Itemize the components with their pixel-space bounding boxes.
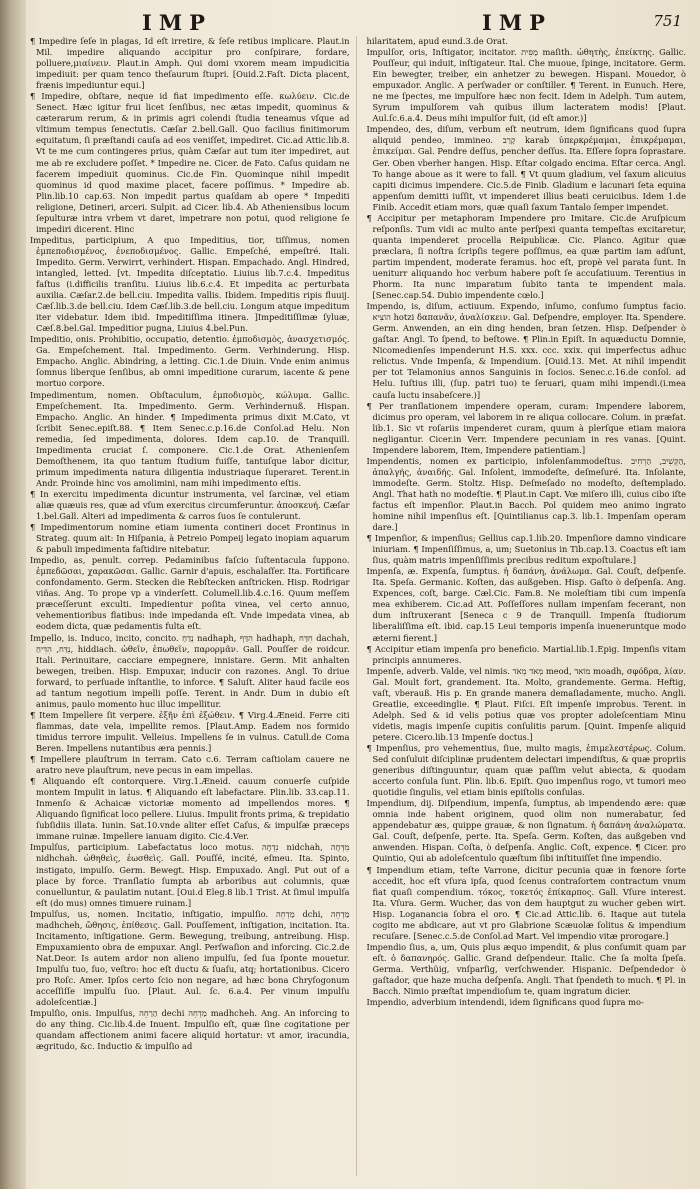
dictionary-entry: Impendio ſius, a, um, Quis plus æquo impendit, & plus conſumit quam par eſt. ὁ δαπανηρός. Gallic. Grand deſpendeur. Italic. Che ſa molta ſpeſa. Germa. Verthüig, vnſparſig, verſchwender. Hispanic. Deſpendedor ò gaſtador, que haze mucha deſpenſa. Angli. That ſpendeth to much. ¶ Pl. in Bacch. Nimio præſtat impendioſum te, quam ingratum dicier. (366, 941, 686, 997)
dictionary-entry: ¶ Impedimentorum nomine etiam iumenta contineri docet Frontinus in Strateg. quum ait: In Hiſpania, à Petreio Pompeij legato inopiam aquarum & pabuli impedimenta faſtidire nitebatur. (30, 522, 350, 555)
dictionary-entry: ¶ Item Impellere ſit verpere. ἐξῆν ἐπὶ ἐξώθειν. ¶ Virg.4.Æneid. Ferre citi flammas, date vela, impellite remos. [Plaut.Amp. Eadem nos formido timidus terrore impulit. Velleius. Impellens ſe in vulnus. Catull.de Coma Beren. Impellens nutantibus æra pennis.] (30, 709, 350, 753)
page-header (30, 6, 686, 36)
dictionary-entry: Impeditio, onis. Prohibitio, occupatio, detentio. ἐμποδισμὸς, ἀνασχετισμός. Ga. Empeſchement. Ital. Impedimento. Germ. Verhinderung. Hisp. Empacho. Anglic. Abindring, a letting. Cic.1.de Diuin. Vnde enim animus ſomnus liberque ſenſibus, ab omni impeditione curarum, iacente & pene mortuo corpore. (30, 334, 350, 389)
dictionary-entry: ¶ Impenſius, pro vehementius, ſiue, multo magis, ἐπιμελεστέρως. Colum. Sed conſuluit diſciplinæ prudentem delectari impendiſtus, & quæ propriis generibus diſtinguuntur, quam quæ paſſim velut abiecta, & quodam accerto conſula ſunt. Plin. lib.6. Epiſt. Quo impenſius rogo, vt tumori meo quotidie ſingulis, vel etiam binis epiſtolis conſulas. (366, 743, 686, 798)
dictionary-entry: ¶ Accipitur etiam impenſa pro beneficio. Martial.lib.1.Epig. Impenſis vitam principis annumeres. (366, 643, 686, 665)
dictionary-entry: ¶ Per tranſlationem impendere operam, curam: Impendere laborem, dicimus pro operam, vel laborem in re aliqua collocare. Colum. in præfat. lib.1. Sic vt roſariis impenderet curam, quum à plerſque etiam maiora negligantur. Cicer.in Verr. Impendere pecuniam in res vanas. [Quint. Impendere laborem, Item, Impendere patientiam.] (366, 400, 686, 455)
dictionary-entry: Impeditus, participium, A quo Impeditius, tior, tiſſimus, nomen ἐμπεποδισμένος, ἐνεποδισμένος. Gallic. Empeſché, empeſtré. Itali. Impedito. Germ. Verwirrt, verhindert. Hispan. Empachado. Angl. Hindred, intangled, letted. [vt. Impedita diſceptatio. Liuius lib.7.c.4. Impeditus faſtus (i.difficilis tranſitu. Liuius lib.6.c.4. Et impedita ac perturbata auxilia. Cæſar.2.de bell.ciu. Impedita vallis. Ibidem. Impeditis ripis fluuij. Cæſ.lib.3.de bell.ciu. Idem Cæſ.lib.3.de bell.ciu. Longum atque impeditum iter videbatur. Idem ibid. Impeditiſſima itinera. ]Impeditiſſimæ ſyluæ, Cæſ.8.bel.Gal. Impeditior pugna, Liuius 4.bel.Pun. (30, 234, 350, 334)
left-column (30, 36, 357, 1176)
dictionary-entry: Impulſus, participium. Labefactatus loco motus. נִדְחָה nidchah, מִדְּחָה nidhchah. ὠθηθεὶς, ἐωσθεὶς. Gall. Pouſſé, incité, eſmeu. Ita. Spinto, instigato, impulſo. Germ. Bewegt. Hisp. Empuxado. Angl. Put out of a place by force. Tranſlatio ſumpta ab arboribus aut columnis, quæ conuelluntur, & paulatim nutant. [Oui.d Eleg.8 lib.1 Trist. At ſimul impulſa eſt (do mus) omnes timuere ruinam.] (30, 842, 350, 908)
dictionary-entry: Impendentis, nomen ex participio, infolenſammodeſtus. הַקְשִׁיב, הַרְחִיב, ἀπαλγής, ἀναιδής. Gal. Inſolent, immodeſte, deſmeſuré. Ita. Inſolante, immodeſte. Germ. Stoltz. Hisp. Deſmeſado no modeſto, deſtemplado. Angl. That hath no modeſtie. ¶ Plaut.in Capt. Vœ miſero illi, cuius cibo iſte factus eſt impenſior. Plaut.in Bacch. Pol quidem meo animo ingrato homine nihil impenſius eſt. [Quintilianus cap.3. lib.1. Impenſam operam dare.] (366, 455, 686, 533)
dictionary-entry: ¶ Accipitur per metaphoram Impendere pro Imitare. Cic.de Aruſpicum reſponſis. Tum vidi ac multo ante perſpexi quanta tempeſtas excitaretur, quanta impenderet procella Reipublicæ. Cic. Planco. Agitur quæ præclara, ſi noſtra ſcripſis tegere poſſimus, ea quæ partim iam adſunt, partim impendent, moderate feramus. hoc eſt, propè vel parata ſunt. In ueniturr aliquando hoc verbum habere poſt ſe accuſatiuum. Terentius in Phorm. Ita nunc imparatum ſubito tanta te impendent mala. [Senec.cap.54. Dubio impendente cœlo.] (366, 212, 686, 301)
page-number: 751 (653, 12, 682, 30)
dictionary-entry: Impulſus, us, nomen. Incitatio, inſtigatio, impulſio. מַדְחֵה dchi, מַדְחֵה madhcheh, ὤθησις, ἐπίθεσις. Gall. Pouſſement, inſtigation, incitation. Ita. Incitamento, inſtigatione. Germ. Bewegung, treibung, antreibung. Hisp. Empuxamiento obra de empuxar. Angl. Perſwaſion and inforcing. Cic.2.de Nat.Deor. Is autem ardor non alieno impulſu, ſed ſua ſponte mouetur. Impulſu tuo, ſuo, veſtro: hoc eſt ductu & ſuaſu, atq; hortationibus. Cicero pro Roſc. Amer. Ipſos certo ſcio non negare, ad hæc bona Chryſogonum acceſſiſſe impulſu ſuo. [Plaut. Aul. ſc. 6.a.4. Per vinum impulſu adoleſcentiæ.] (30, 908, 350, 1008)
dictionary-entry: ¶ In exercitu impedimenta dicuntur instrumenta, vel ſarcinæ, vel etiam aliæ quæuis res, quæ ad vſum exercitus circumferuntur. ἀποσκευή. Cæſar 1.bel.Gall. Alteri ad impedimenta & carros ſuos ſe contulerunt. (30, 488, 350, 522)
dictionary-entry: Impulſor, oris, Inſtigator, incitator. מַסִּית maſith. ὠθητὴς, ἐπείκτης. Gallic. Pouſſeur, qui induit, inſtigateur. Ital. Che muoue, ſpinge, incitatore. Germ. Ein bewegter, treiber, ein anhetzer zu bewegen. Hispani. Mouedor, ò empuxador. Anglic. A perſwader or conſtiller. ¶ Terent. in Eunuch. Here, ne me ſpectes, me impulſore hæc non fecit. Idem in Adelph. Tum autem, Syrum impulſorem vah quibus illum lacteratem modis! [Plaut. Aul.ſc.6.a.4. Deus mihi impulſor fuit, (id eſt amor.)] (366, 47, 686, 124)
dictionary-entry: ¶ Impedire, obſtare, neque id fiat impedimento eſſe. κωλύειν. Cic.de Senect. Hæc igitur frui licet ſenſibus, nec ætas impedit, quominus & cæterarum rerum, & in primis agri colendi ſtudia teneamus vſque ad vltimum tempus ſenectutis. Cæſar 2.bell.Gall. Quo facilius finitimorum equitatum, ſi præſtandi cauſa ad eos veniſſet, impediret. Cic.ad Attic.lib.8. Vt te me cum contingeres prius, quàm Cæſar aut tum iter impediret, aut me ab re excludere poſſet. * Impedire ne. Cicer. de Fato. Caſus quidam ne facerem impediuit quominus. Cic.de Fin. Quominque nihil impedit quominus id quod maxime placet, facere poſſimus. * Impedire ab. Plin.lib.10 cap.63. Non impedit partus quaſdam ab opere * Impediti religione, Detineri, arceri. Sulpit. ad Cicer. lib.4. Ab Atheniensibus locum ſepulturæ intra vrbem vt daret, impetrare non potui, quod religione ſe impediri dicerent. Hinc (30, 91, 350, 234)
binding-gutter (0, 0, 26, 1189)
dictionary-entry: Impedio, as, penult. correp. Pedaminibus faſcio ſuſtentacula ſuppono. ἐμπεδῶσαι, χαρακῶσαι. Gallic. Garnir d'apuis, eschalaſſer. Ita. Fortificare confondamento. Germ. Stecken die Rebſtecken anſtricken. Hisp. Rodrigar viñas. Ang. To prope vp a vinderſett. Columell.lib.4.c.16. Quum meſſem præceſſerunt exculti. Impedientur poſita vinea, vel certo annuo, vehementioribus flatibus: inde impedanda eſt. Vnde impedata vinea, ab eodem dicta, quæ pedamentis fulta eſt. (30, 555, 350, 632)
dictionary-entry: hilaritatem, apud eund.3.de Orat. (366, 36, 508, 46)
dictionary-entry: Impendo, is, diſum, actiuum. Expendo, inſumo, conſumo ſumptus facio. הוֹצִיא hotzi δαπανᾶν, ἀναλίσκειν. Gal. Deſpendre, employer. Ita. Spendere. Germ. Anwenden, an ein ding henden, bran ſetzen. Hisp. Deſpender ò gaſtar. Angl. To ſpend, to beſtowe. ¶ Plin.in Epiſt. In aquæductu Domnie, Nicomedienſes impenderunt H.S. xxx. ccc. xxix. qui imperfectus adhuc relictus. Vnde Impenſa, & Impendium. [Ouid.13. Met. At nihil impendit per tot Telamonius annos Sanguinis in ſocios. Senec.c.16.de conſol. ad Helu. Iuſtius illi, (ſup. patri tuo) te ſeruari, quam mihi impendi.(i.mea cauſa luctu insabeſcere.)] (366, 301, 686, 400)
dictionary-entry: ¶ Impellere plauſtrum in terram. Cato c.6. Terram caſtiolam cauere ne aratro neve plauſtrum, neve pecus in eam impellas. (30, 754, 350, 776)
dictionary-entry: Impenſa, æ. Expenſa, ſumptus. ἡ δαπάνη, ἀνάλωμα. Gal. Couſt, deſpenſe. Ita. Speſa. Germanic. Koſten, das außgeben. Hisp. Gaſto ò deſpenſa. Ang. Expences, coſt, barge. Cæl.Cic. Fam.8. Ne moleſtiam tibi cum impenſa mea exhiberem. Cic.ad Att. Poſſeſſores nullam impenſam fecerant, non dum inſtruxerant [Seneca c 9 de Tranquill. Impenſa ſtudiorum liberaliſſima eſt. ibid. cap.15 Leui temporis impenſa inueneruntque modo æterni fierent.] (366, 566, 686, 643)
dictionary-entry: Impendeo, des, diſum, verbum eſt neutrum, idem ſignificans quod ſupra aliquid pendeo, immineo. קָרַב karab ὑπερκρέμαμαι, ἐπικρέμαμαι, ἐπικείμαι. Gal. Pendre deſſus, pencher deſſus. Ita. Eſſere ſopra ſoprastare. Ger. Oben vberher hangen. Hisp. Eſtar colgado encima. Eſtar cerca. Angl. To hange aboue as it were to fall. ¶ Vt quum gladium, vel ſaxum alicuius capiti dicimus impendere. Cic.5.de Finib. Gladium e lacunari ſeta equina appenſum demitti iuſſit, vt impenderet illius beati ceruicibus. Idem 1.de Finib. Accedit etiam mors, quæ quaſi ſaxum Tantalo ſemper impendet. (366, 124, 686, 212)
dictionary-entry: Impendium, dij. Diſpendium, impenſa, ſumptus, ab impendendo ære: quæ omnia inde habent originem, quod olim non numerabatur, ſed appendebatur æs, quippe grauæ, & non ſignatum. ἡ δαπάνη ἀναλώματα. Gal. Couſt, deſpenſe, perte. Ita. Speſa. Germ. Koſten, das außgeben vnd anwenden. Hispan. Coſta, ò deſpenſa. Anglic. Coſt, expence. ¶ Cicer. pro Quintio, Qui ab adoleſcentulo quæſtum ſibi inſtituiſſet ſine impendio. (366, 798, 686, 864)
dictionary-entry: ¶ Aliquando eſt contorquere. Virg.1.Æneid. cauum conuerſe cuſpide montem Impulit in latus. ¶ Aliquando eſt labefactare. Plin.lib. 33.cap.11. Inmenſo & Achaicæ victoriæ momento ad impellendos mores. ¶ Aliquando ſignificat loco pellere. Liuius. Impulit fronts prima, & trepidatio ſubſidiis illata. Iunin. Sat.10.vnde aliter eſſet Caſus, & impulſæ præceps immane ruinæ. Impellere ianuam digito. Cic.4.Ver. (30, 776, 350, 842)
dictionary-entry: Impedimentum, nomen. Obſtaculum, ἐμποδισμὸς, κώλυμα. Gallic. Empeſchement. Ita. Impedimento. Germ. Verhindernuß. Hispan. Empacho. Anglic. An hinder. ¶ Impedimenta primus dixit M.Cato, vt ſcribit Senec.epiſt.88. ¶ Item Senec.c.p.16.de Conſol.ad Helu. Non remedia, ſed impedimenta, dolores. Idem cap.10. de Tranquill. Impedimenta cruciat ſ. componere. Cic.1.de Orat. Athenienſem Demoſthenem, ita quo tantum ſtudium fuiſſe, tantuſque labor dicitur, primum impedimenta natura diligentia industriaque ſuperaret. Terent.in Andr. Proinde hinc vos amolimini, nam mihi impedimento eſtis. (30, 389, 350, 488)
dictionary-entry: Impendio, adverbium intendendi, idem ſignificans quod ſupra mo- (366, 997, 644, 1008)
text-columns (30, 36, 686, 1176)
right-column (367, 36, 687, 1176)
right-running-head: IMP (482, 10, 552, 35)
left-running-head: IMP (142, 10, 212, 35)
dictionary-entry: ¶ Impenſior, & impenſius; Gellius cap.1.lib.20. Impenſiore damno vindicare iniuriam. ¶ Impenſiſſimus, a, um; Suetonius in Tib.cap.13. Coactus eſt iam ſius, quàm matris impenſiſſimis precibus reditum expoſtulare.] (366, 533, 686, 566)
dictionary-entry: Impello, is. Induco, incito, concito. נְדַחַ nadhaph, הִדַּף hadhaph, חִדַּח dachah, נִדַּח, הִדִּיחַ, hiddiach. ὠθεῖν, ἐπωθεῖν, παρορμᾶν. Gall. Pouſſer de roidcur. Itali. Perinuitare, cacciare empegnere, innistare. Germ. Mit anhalten bewegen, treiben. Hisp. Empuxar, inducir con razones. Angl. To driue forward, to perſuade inſtantlie, to inforce. ¶ Saluſt. Aliter haud facile eos ad tantum negotium impelli poſſe. Terent. in Andr. Dum in dubio eſt animus, paulo momento huc illuc impellitur. (30, 632, 350, 709)
dictionary-entry: ¶ Impedire ſeſe in plagas, Id eſt irretire, & ſeſe retibus implicare. Plaut.in Mil. impedire aliquando accipitur pro conſpirare, fordare, polluere,μιαίνειν. Plaut.in Amph. Qui domi vxorem meam impudicitia impediuit: per quam tenco theſaurum ſtupri. [Ouid.2.Faſt. Dicta placent, frænis impediuntur equi.] (30, 36, 350, 91)
dictionary-entry: ¶ Impendium etiam, teſte Varrone, dicitur pecunia quæ in fœnore ſorte accedit, hoc eſt vſura ipſa, quod ſcenus contraſortem contractum vnum fiat quaſi compendium. τόκος, τοκετός ἐπίκαρπος. Gall. Vſure interest. Ita. Vſura. Germ. Wucher, das von dem hauptgut zu wucher geben wirt. Hisp. Loganancia ſobra el oro. ¶ Cic.ad Attic.lib. 6. Itaque aut tutela cogito me abdicare, aut vt pro Glabrione Scæuolæ ſolitus & impendium recuſare. [Senec.c.5.de Conſol.ad Mart. Vel impendio vitæ prorogare.] (366, 864, 686, 941)
dictionary-entry: Impulſio, onis. Impulſus, הַרַחֵה dechi מַדְחֵה madhcheh. Ang. An inforcing to do any thing. Cic.lib.4.de Inuent. Impulſio eſt, quæ ſine cogitatione per quandam affectionem animi facere aliquid hortatur: vt amor, iracundia, ægritudo, &c. Inductio & impulſio ad (30, 1008, 350, 1052)
dictionary-entry: Impenſe, adverb. Valde, vel nimis. מְאֹד מְאֹד meod, מוֹאד moadh, σφόδρα, λίαν. Gal. Moult fort, grandement. Ita. Molto, grandemente. Germa. Heftig, vaſt, vberauß. His p. En grande manera demaſiadamente, mucho. Angli. Greatlie, exceedinglie. ¶ Plaut. Fiſci. Eſt impenſe improbus. Terent. in Adelph. Sed & id velis potius quæ vos propter adoleſcentiam Minu videtis, magis impenſe cupitis conſulitis parum. [Quint. Impenſe aliquid petere. Cicero.lib.13 Impenſe doctus.] (366, 665, 686, 742)
